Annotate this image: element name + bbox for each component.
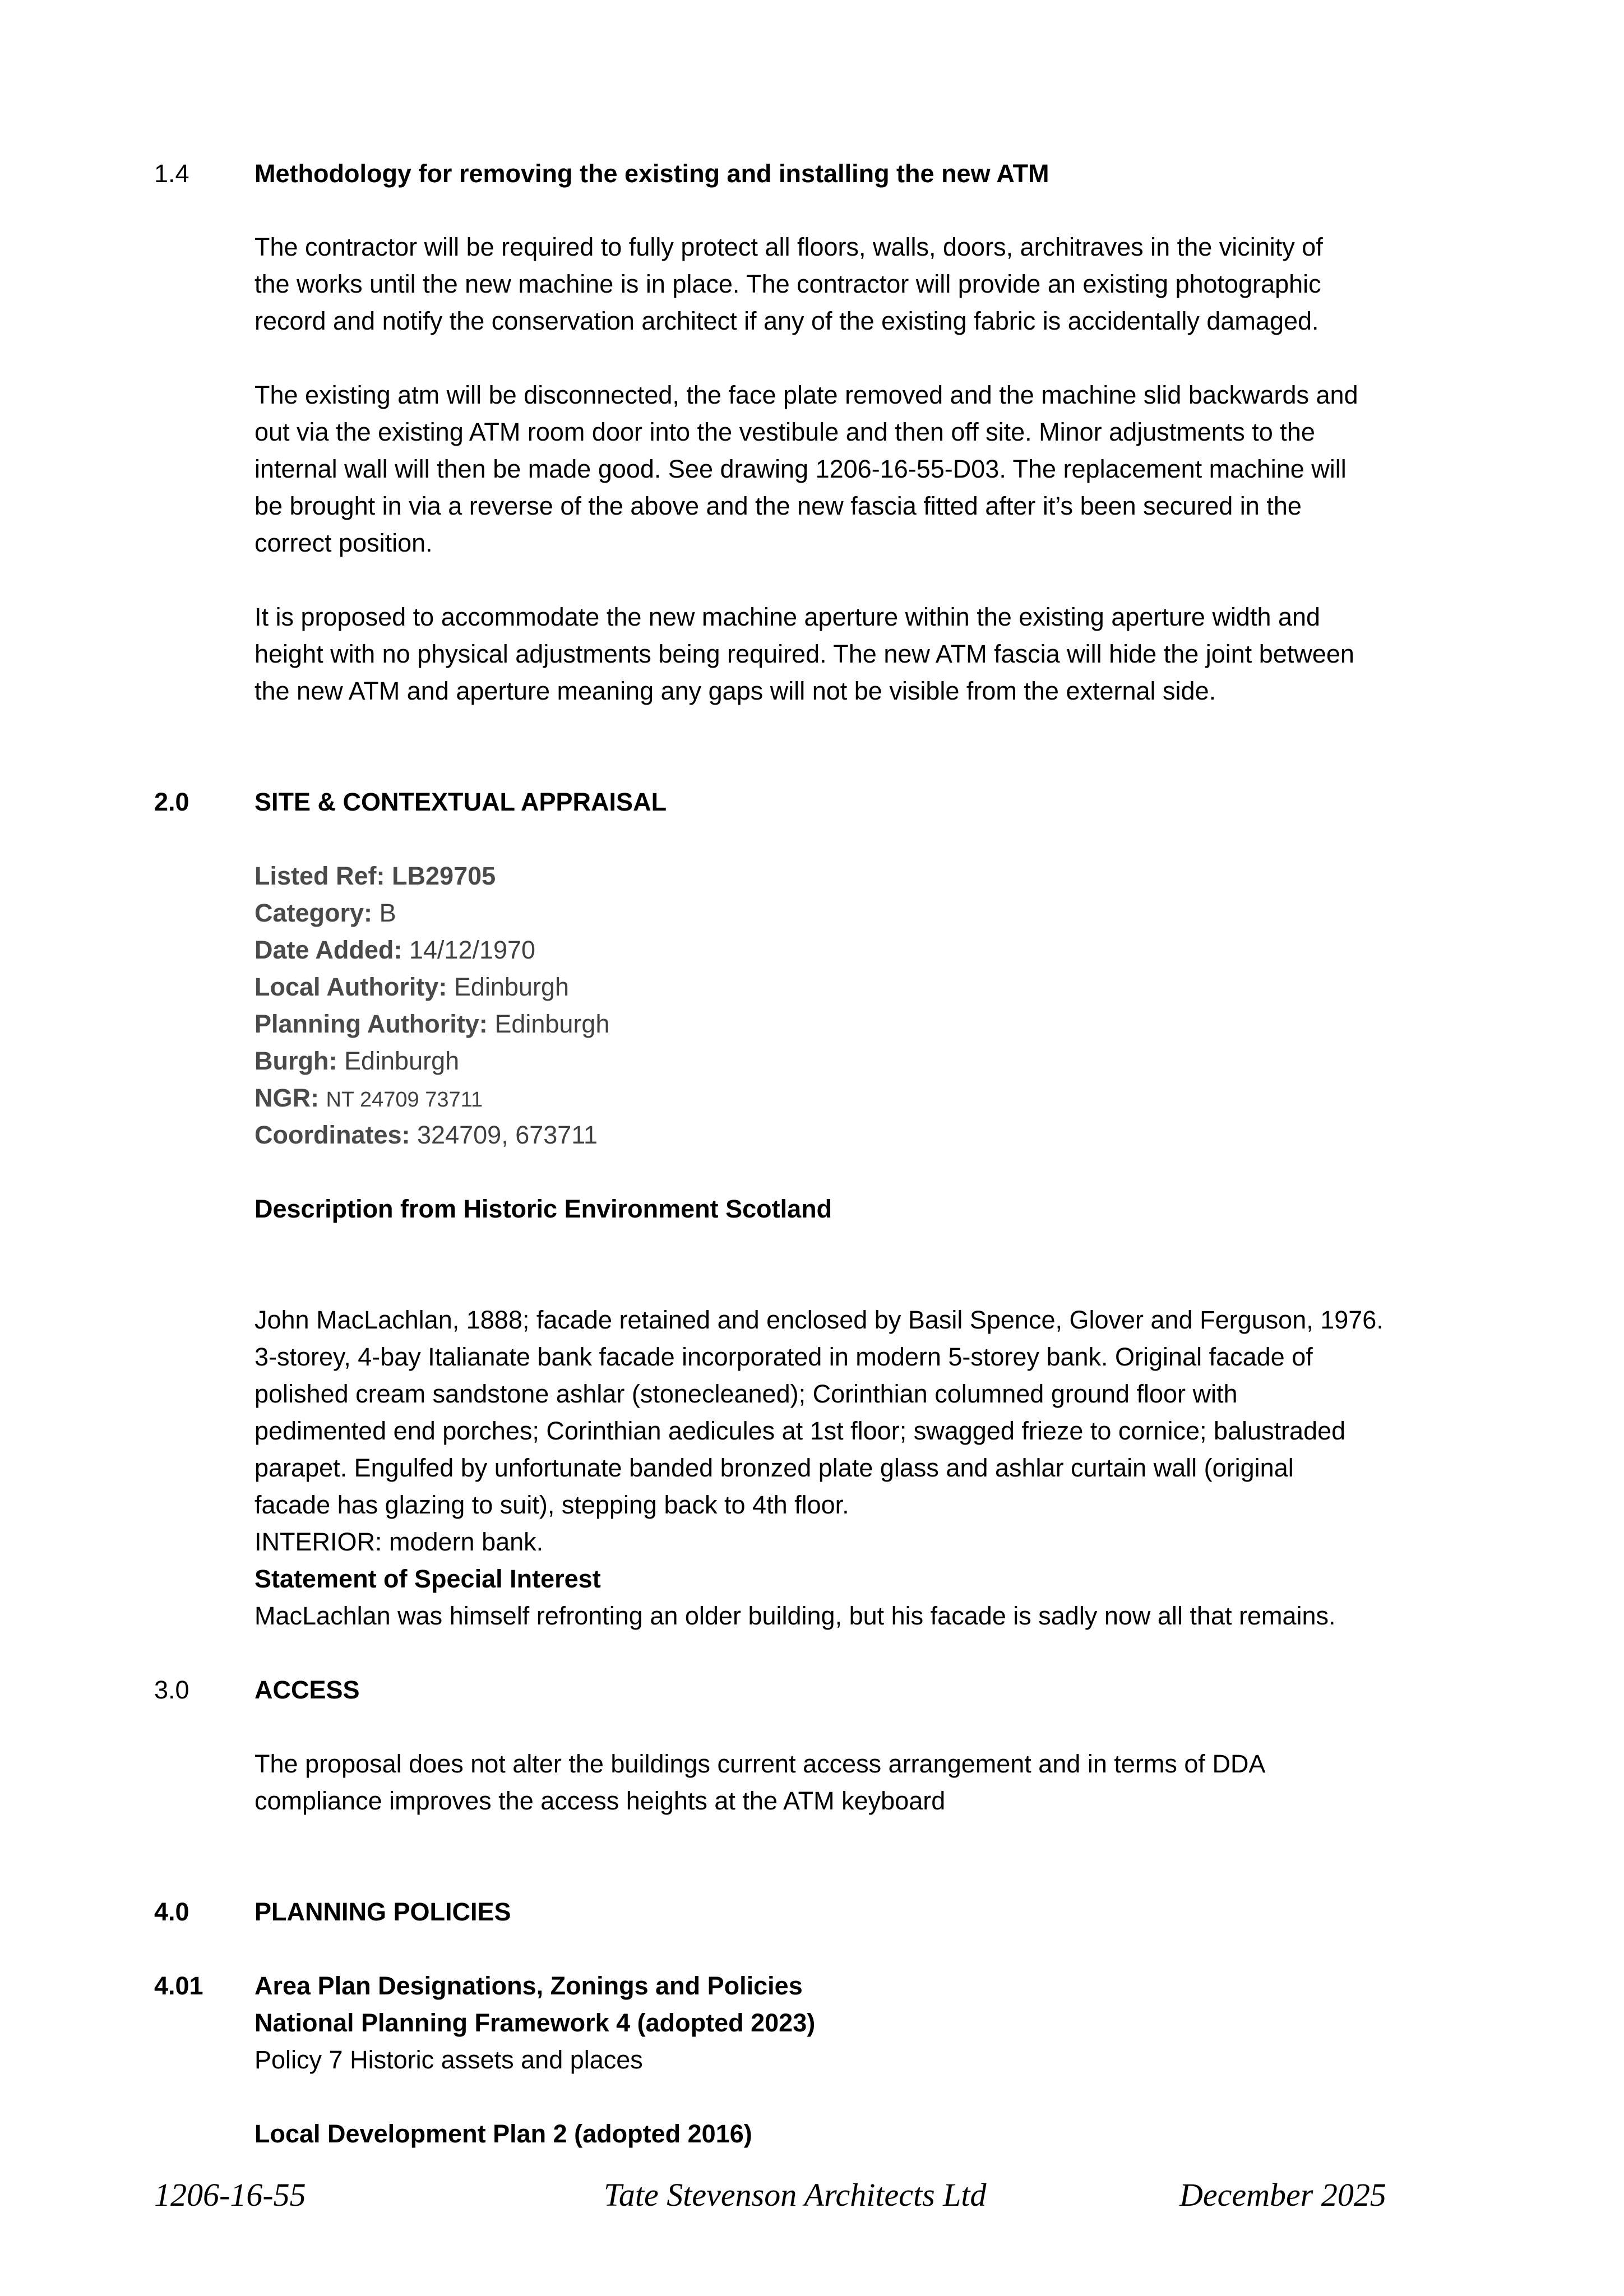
field-label: Coordinates: xyxy=(255,1121,410,1149)
field-label: Date Added: xyxy=(255,936,402,964)
field-value: LB29705 xyxy=(392,862,496,890)
field-value: 324709, 673711 xyxy=(417,1121,598,1149)
paragraph-line: be brought in via a reverse of the above and the new fascia fitted after it’s been secured in the xyxy=(255,492,1302,520)
section-number: 3.0 xyxy=(154,1675,189,1704)
special-interest-text: MacLachlan was himself refronting an older building, but his facade is sadly now all that remains. xyxy=(255,1601,1336,1630)
field-label: Listed Ref: xyxy=(255,862,385,890)
paragraph-line: compliance improves the access heights at the ATM keyboard xyxy=(255,1786,946,1815)
description-line: John MacLachlan, 1888; facade retained and enclosed by Basil Spence, Glover and Ferguson, 1976. xyxy=(255,1306,1384,1334)
section-number: 1.4 xyxy=(154,159,189,188)
planning-authority-row xyxy=(255,1006,609,1043)
paragraph-line: internal wall will then be made good. See drawing 1206-16-55-D03. The replacement machine will xyxy=(255,455,1347,483)
paragraph-line: It is proposed to accommodate the new machine aperture within the existing aperture width and xyxy=(255,603,1321,631)
coordinates-row xyxy=(255,1117,598,1154)
field-value: Edinburgh xyxy=(494,1010,610,1038)
section-heading: ACCESS xyxy=(255,1675,360,1704)
section-number: 4.0 xyxy=(154,1897,189,1926)
field-label: Local Authority: xyxy=(255,973,447,1001)
paragraph-line: out via the existing ATM room door into the vestibule and then off site. Minor adjustments to the xyxy=(255,418,1315,446)
description-line: 3-storey, 4-bay Italianate bank facade incorporated in modern 5-storey bank. Original facade of xyxy=(255,1343,1313,1371)
field-label: Category: xyxy=(255,899,373,927)
subsection-heading: Local Development Plan 2 (adopted 2016) xyxy=(255,2119,752,2148)
paragraph-line: The proposal does not alter the buildings current access arrangement and in terms of DDA xyxy=(255,1749,1266,1778)
special-interest-heading: Statement of Special Interest xyxy=(255,1564,601,1593)
subsection-heading: National Planning Framework 4 (adopted 2023) xyxy=(255,2008,816,2037)
field-value: B xyxy=(379,899,396,927)
paragraph-line: height with no physical adjustments being required. The new ATM fascia will hide the joint between xyxy=(255,640,1354,668)
footer-company: Tate Stevenson Architects Ltd xyxy=(604,2177,987,2213)
date-added-row xyxy=(255,932,535,969)
local-authority-row xyxy=(255,969,569,1006)
section-heading: PLANNING POLICIES xyxy=(255,1897,511,1926)
section-heading: Methodology for removing the existing and installing the new ATM xyxy=(255,159,1049,188)
field-label: Burgh: xyxy=(255,1047,337,1075)
paragraph-line: the new ATM and aperture meaning any gaps will not be visible from the external side. xyxy=(255,677,1216,705)
field-value: Edinburgh xyxy=(344,1047,460,1075)
description-line: polished cream sandstone ashlar (stonecleaned); Corinthian columned ground floor with xyxy=(255,1380,1238,1408)
category-row xyxy=(255,895,396,932)
paragraph-line: The contractor will be required to fully protect all floors, walls, doors, architraves in the vicinity of xyxy=(255,233,1323,261)
description-line: INTERIOR: modern bank. xyxy=(255,1527,544,1556)
section-number: 4.01 xyxy=(154,1971,203,2000)
description-heading: Description from Historic Environment Scotland xyxy=(255,1195,832,1223)
field-label: NGR: xyxy=(255,1084,319,1112)
policy-line: Policy 7 Historic assets and places xyxy=(255,2045,643,2074)
field-label: Planning Authority: xyxy=(255,1010,488,1038)
field-value: Edinburgh xyxy=(454,973,570,1001)
description-line: parapet. Engulfed by unfortunate banded bronzed plate glass and ashlar curtain wall (original xyxy=(255,1453,1294,1482)
ngr-row xyxy=(255,1080,483,1118)
paragraph-line: The existing atm will be disconnected, the face plate removed and the machine slid backwards and xyxy=(255,381,1358,409)
section-heading: SITE & CONTEXTUAL APPRAISAL xyxy=(255,788,667,816)
section-number: 2.0 xyxy=(154,788,189,816)
section-heading: Area Plan Designations, Zonings and Policies xyxy=(255,1971,803,2000)
paragraph-line: correct position. xyxy=(255,529,433,557)
field-value: NT 24709 73711 xyxy=(326,1088,483,1112)
description-line: pedimented end porches; Corinthian aedicules at 1st floor; swagged frieze to cornice; balustraded xyxy=(255,1417,1346,1445)
paragraph-line: the works until the new machine is in place. The contractor will provide an existing photographic xyxy=(255,270,1321,298)
paragraph-line: record and notify the conservation architect if any of the existing fabric is accidentally damaged. xyxy=(255,307,1319,335)
description-line: facade has glazing to suit), stepping back to 4th floor. xyxy=(255,1490,849,1519)
burgh-row xyxy=(255,1043,459,1080)
footer-date: December 2025 xyxy=(1179,2177,1386,2213)
listed-ref-row xyxy=(255,858,496,895)
footer-reference: 1206-16-55 xyxy=(154,2177,306,2213)
field-value: 14/12/1970 xyxy=(409,936,536,964)
